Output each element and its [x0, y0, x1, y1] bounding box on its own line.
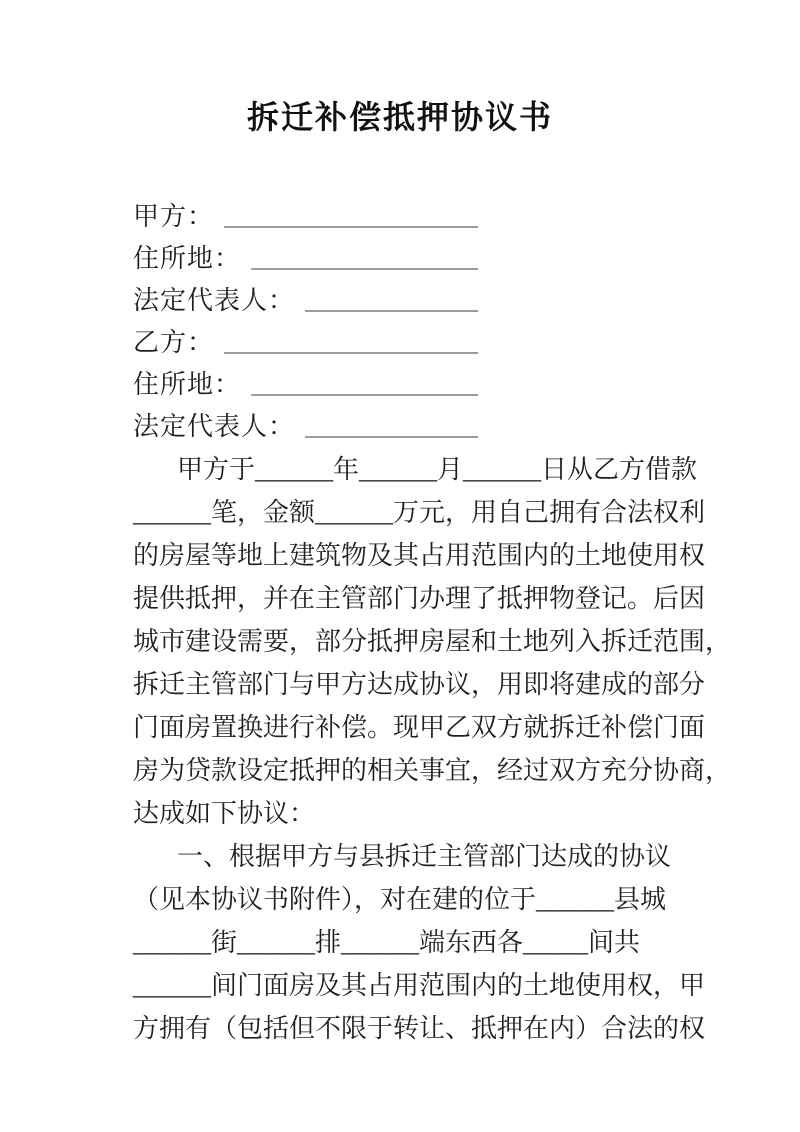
field-label: 甲方：	[133, 202, 215, 232]
form-field-party-a-legal-rep	[133, 276, 478, 318]
body-line: 甲方于______年______月______日从乙方借款	[177, 455, 698, 484]
body-line: 一、根据甲方与县拆迁主管部门达成的协议	[177, 842, 672, 871]
blank-underline	[224, 352, 478, 354]
form-field-party-b-address	[133, 360, 478, 402]
document-title: 拆迁补偿抵押协议书	[246, 99, 553, 135]
body-line: ______笔，金额______万元，用自己拥有合法权利	[133, 498, 706, 527]
body-line: 达成如下协议：	[133, 799, 316, 828]
body-line: ______间门面房及其占用范围内的土地使用权，甲	[133, 971, 706, 1000]
party-info-section	[133, 192, 478, 444]
body-line: ______街______排______端东西各_____间共	[133, 928, 641, 957]
blank-underline	[251, 394, 478, 396]
form-field-party-a	[133, 192, 478, 234]
body-line: 城市建设需要，部分抵押房屋和土地列入拆迁范围，	[133, 627, 732, 656]
body-line: 拆迁主管部门与甲方达成协议，用即将建成的部分	[133, 670, 706, 699]
body-line: 方拥有（包括但不限于转让、抵押在内）合法的权	[133, 1014, 706, 1043]
field-label: 法定代表人：	[133, 286, 296, 316]
document-content	[133, 192, 732, 1050]
form-field-party-b	[133, 318, 478, 360]
field-label: 乙方：	[133, 328, 215, 358]
blank-underline	[305, 310, 478, 312]
blank-underline	[224, 226, 478, 228]
agreement-body	[133, 448, 732, 1050]
body-line: 门面房置换进行补偿。现甲乙双方就拆迁补偿门面	[133, 713, 706, 742]
field-label: 住所地：	[133, 244, 242, 274]
body-line: 房为贷款设定抵押的相关事宜，经过双方充分协商，	[133, 756, 732, 785]
body-line: 提供抵押，并在主管部门办理了抵押物登记。后因	[133, 584, 706, 613]
body-line: （见本协议书附件），对在建的位于______县城	[133, 885, 667, 914]
field-label: 法定代表人：	[133, 412, 296, 442]
form-field-party-b-legal-rep	[133, 402, 478, 444]
field-label: 住所地：	[133, 370, 242, 400]
body-line: 的房屋等地上建筑物及其占用范围内的土地使用权	[133, 541, 706, 570]
blank-underline	[305, 436, 478, 438]
blank-underline	[251, 268, 478, 270]
form-field-party-a-address	[133, 234, 478, 276]
